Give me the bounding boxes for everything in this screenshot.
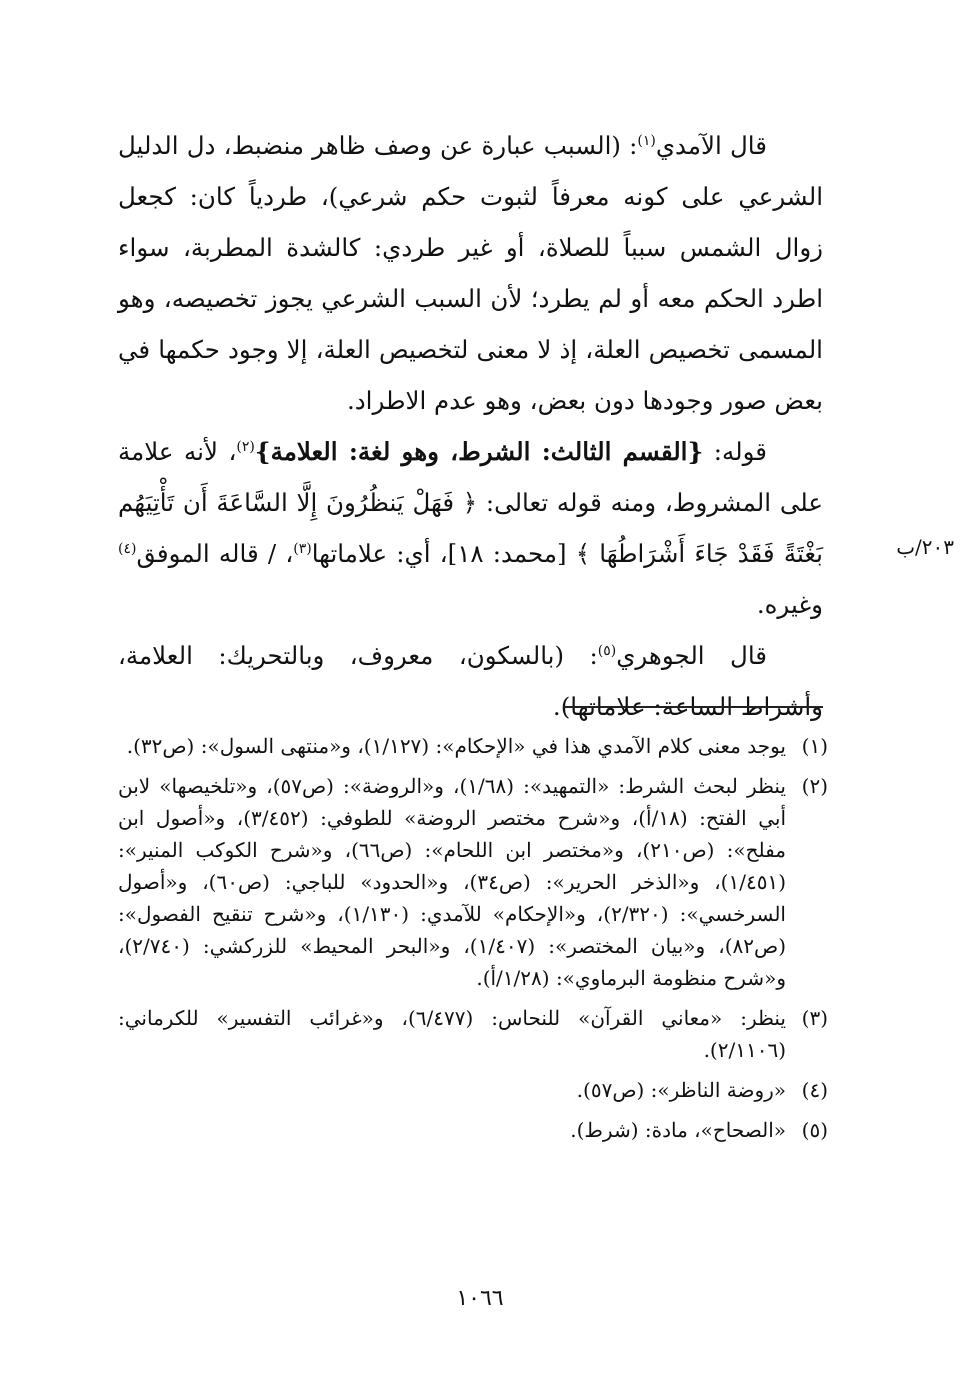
p2-text-b: ، لأنه علامة على المشروط، ومنه قوله تعالى: ﴿ فَهَلْ يَنظُرُونَ إِلَّا السَّاعَةَ أَن تَأْتِيَهُم بَغْتَةً فَقَدْ جَاءَ أَشْرَاطُهَا ﴾ [محمد: ١٨]، أي: علاماتها bbox=[118, 437, 823, 568]
footnote-separator bbox=[563, 706, 823, 708]
paragraph-1 bbox=[118, 120, 823, 426]
footnote-1 bbox=[118, 730, 828, 762]
footnote-text: «الصحاح»، مادة: (شرط). bbox=[570, 1118, 786, 1142]
footnote-text: ينظر لبحث الشرط: «التمهيد»: (١/٦٨)، و«الروضة»: (ص٥٧)، و«تلخيصها» لابن أبي الفتح: (١٨/أ)، و«شرح مختصر الروضة» للطوفي: (٣/٤٥٢)، و«أصول ابن مفلح»: (ص٢١٠)، و«مختصر ابن اللحام»: (ص٦٦)، و«شرح الكوكب المنير»: (١/٤٥١)، و«الذخر الحرير»: (ص٣٤)، و«الحدود» للباجي: (ص٦٠)، و«أصول السرخسي»: (٢/٣٢٠)، و«الإحكام» للآمدي: (١/١٣٠)، و«شرح تنقيح الفصول»: (ص٨٢)، و«بيان المختصر»: (١/٤٠٧)، و«البحر المحيط» للزركشي: (٢/٧٤٠)، و«شرح منظومة البرماوي»: (١/٢٨/أ). bbox=[118, 774, 787, 990]
main-text bbox=[118, 120, 823, 732]
paragraph-3 bbox=[118, 630, 823, 732]
page-number: ١٠٦٦ bbox=[456, 1286, 504, 1311]
manuscript-folio-note: ٢٠٣/ب bbox=[896, 535, 954, 559]
p2-text-a: قوله: bbox=[703, 437, 767, 466]
footnotes bbox=[118, 730, 828, 1154]
footnote-ref-5: (٥) bbox=[597, 642, 617, 659]
footnote-text: «روضة الناظر»: (ص٥٧). bbox=[576, 1078, 786, 1102]
footnote-text: ينظر: «معاني القرآن» للنحاس: (٦/٤٧٧)، و«غرائب التفسير» للكرماني: (٢/١١٠٦). bbox=[118, 1006, 786, 1062]
footnote-text: يوجد معنى كلام الآمدي هذا في «الإحكام»: (١/١٢٧)، و«منتهى السول»: (ص٣٢). bbox=[126, 734, 786, 758]
p3-text-b: : (بالسكون، معروف، وبالتحريك: العلامة، وأشراط الساعة: علاماتها). bbox=[118, 641, 823, 721]
footnote-number: (٤) bbox=[801, 1078, 828, 1102]
p2-text-c: ، / قاله الموفق bbox=[136, 539, 294, 568]
paragraph-2 bbox=[118, 426, 823, 630]
p2-text-d: وغيره. bbox=[756, 590, 823, 619]
footnote-number: (٢) bbox=[801, 774, 828, 798]
footnote-ref-3: (٣) bbox=[293, 540, 312, 557]
footnote-2 bbox=[118, 770, 828, 994]
footnote-5 bbox=[118, 1114, 828, 1146]
footnote-ref-1: (١) bbox=[637, 132, 656, 149]
footnote-number: (٥) bbox=[801, 1118, 828, 1142]
p1-text-a: قال الآمدي bbox=[655, 131, 767, 160]
footnote-number: (٣) bbox=[801, 1006, 828, 1030]
p3-text-a: قال الجوهري bbox=[616, 641, 768, 670]
p2-bold-heading: {القسم الثالث: الشرط، وهو لغة: العلامة} bbox=[254, 437, 704, 466]
p1-text-b: : (السبب عبارة عن وصف ظاهر منضبط، دل الدليل الشرعي على كونه معرفاً لثبوت حكم شرعي)، طردياً كان: كجعل زوال الشمس سبباً للصلاة، أو غير طردي: كالشدة المطربة، سواء اطرد الحكم معه أو لم يطرد؛ لأن السبب الشرعي يجوز تخصيصه، وهو المسمى تخصيص العلة، إذ لا معنى لتخصيص العلة، إلا وجود حكمها في بعض صور وجودها دون بعض، وهو عدم الاطراد. bbox=[118, 131, 823, 415]
footnote-3 bbox=[118, 1002, 828, 1066]
footnote-ref-4: (٤) bbox=[118, 540, 137, 557]
footnote-4 bbox=[118, 1074, 828, 1106]
footnote-ref-2: (٢) bbox=[236, 438, 255, 455]
footnote-number: (١) bbox=[801, 734, 828, 758]
